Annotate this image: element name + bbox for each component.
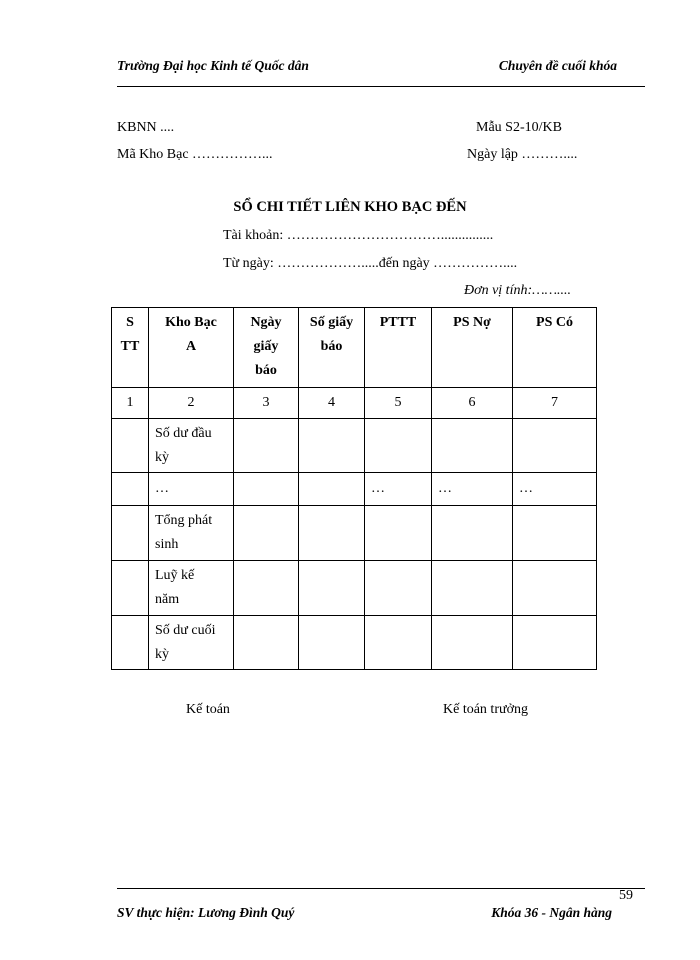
column-number-row: [112, 388, 597, 419]
header-line: Kho Bạc: [165, 315, 217, 330]
table-header-row: [112, 308, 597, 388]
stt-cell: [112, 616, 149, 670]
empty-cell: [513, 419, 597, 473]
empty-cell: [513, 561, 597, 616]
header-report-type: Chuyên đề cuối khóa: [498, 58, 617, 73]
header-line: A: [185, 339, 197, 354]
row-label: [149, 506, 234, 561]
empty-cell: [365, 561, 432, 616]
stt-cell: [112, 506, 149, 561]
empty-cell: [365, 506, 432, 561]
empty-cell: [299, 616, 365, 670]
table-row-opening-balance: [112, 419, 597, 473]
empty-cell: [234, 616, 299, 670]
column-number: 2: [149, 388, 234, 419]
column-number: 6: [432, 388, 513, 419]
table-row-total-arising: [112, 506, 597, 561]
header-cell-ps-no: [432, 308, 513, 388]
pttt-cell: …: [365, 473, 432, 506]
column-number: 5: [365, 388, 432, 419]
header-cell-kho-bac: [149, 308, 234, 388]
created-date-label: Ngày lập ………....: [467, 147, 578, 162]
header-school: Trường Đại học Kinh tế Quốc dân: [117, 58, 309, 73]
empty-cell: [513, 616, 597, 670]
header-cell-ps-co: [513, 308, 597, 388]
unit-line: Đơn vị tính:……....: [464, 283, 572, 298]
footer-course: Khóa 36 - Ngân hàng: [491, 905, 612, 920]
column-number: 1: [112, 388, 149, 419]
row-label-line: kỳ: [155, 646, 169, 662]
row-label-line: Số dư cuối: [155, 622, 216, 638]
empty-cell: [299, 506, 365, 561]
header-cell-stt: [112, 308, 149, 388]
header-cell-ngay-giay-bao: [234, 308, 299, 388]
header-line: Ngày: [250, 315, 282, 330]
empty-cell: [234, 473, 299, 506]
page-number: 59: [619, 888, 633, 903]
row-label-line: kỳ: [155, 449, 169, 465]
ledger-table: [111, 307, 597, 670]
empty-cell: [234, 506, 299, 561]
empty-cell: [365, 419, 432, 473]
header-line: Số giấy: [309, 315, 354, 330]
header-line: giấy: [253, 339, 279, 354]
header-line: báo: [255, 363, 277, 378]
kbnn-label: KBNN ....: [117, 120, 175, 135]
row-label-line: sinh: [155, 537, 179, 552]
empty-cell: [432, 616, 513, 670]
form-code: Mẫu S2-10/KB: [476, 120, 562, 135]
ps-no-cell: …: [432, 473, 513, 506]
stt-cell: [112, 473, 149, 506]
table-row-ellipsis: [112, 473, 597, 506]
stt-cell: [112, 561, 149, 616]
ps-co-cell: …: [513, 473, 597, 506]
row-label-line: Luỹ kế: [155, 568, 195, 583]
header-line: báo: [320, 339, 343, 354]
header-line: PS Nợ: [453, 315, 491, 330]
row-label: [149, 616, 234, 670]
header-line: PTTT: [379, 315, 417, 330]
table-row-closing-balance: [112, 616, 597, 670]
empty-cell: [299, 561, 365, 616]
empty-cell: [432, 506, 513, 561]
signature-chief-accountant: Kế toán trưởng: [443, 702, 528, 717]
empty-cell: [365, 616, 432, 670]
empty-cell: [432, 561, 513, 616]
header-divider: [117, 86, 645, 87]
date-range-line: Từ ngày: ……………….....đến ngày ……………....: [223, 256, 518, 271]
row-label: …: [149, 473, 234, 506]
empty-cell: [234, 419, 299, 473]
table-row-year-cumulative: [112, 561, 597, 616]
treasury-code-label: Mã Kho Bạc ……………...: [117, 147, 273, 162]
column-number: 4: [299, 388, 365, 419]
ledger-title: SỔ CHI TIẾT LIÊN KHO BẠC ĐẾN: [233, 199, 467, 215]
stt-cell: [112, 419, 149, 473]
footer-divider: [117, 888, 645, 889]
empty-cell: [299, 473, 365, 506]
header-cell-pttt: [365, 308, 432, 388]
row-label-line: năm: [155, 592, 180, 607]
footer-student: SV thực hiện: Lương Đình Quý: [117, 905, 295, 920]
empty-cell: [299, 419, 365, 473]
row-label-line: Số dư đầu: [155, 425, 212, 441]
empty-cell: [234, 561, 299, 616]
row-label-line: Tổng phát: [155, 513, 213, 528]
header-cell-so-giay-bao: [299, 308, 365, 388]
row-label: [149, 419, 234, 473]
empty-cell: [513, 506, 597, 561]
signature-accountant: Kế toán: [186, 702, 230, 717]
row-label: [149, 561, 234, 616]
header-line: TT: [120, 339, 140, 354]
header-line: S: [126, 315, 134, 330]
empty-cell: [432, 419, 513, 473]
header-line: PS Có: [536, 315, 573, 330]
column-number: 3: [234, 388, 299, 419]
column-number: 7: [513, 388, 597, 419]
account-line: Tài khoản: ……………………………...............: [223, 228, 494, 243]
